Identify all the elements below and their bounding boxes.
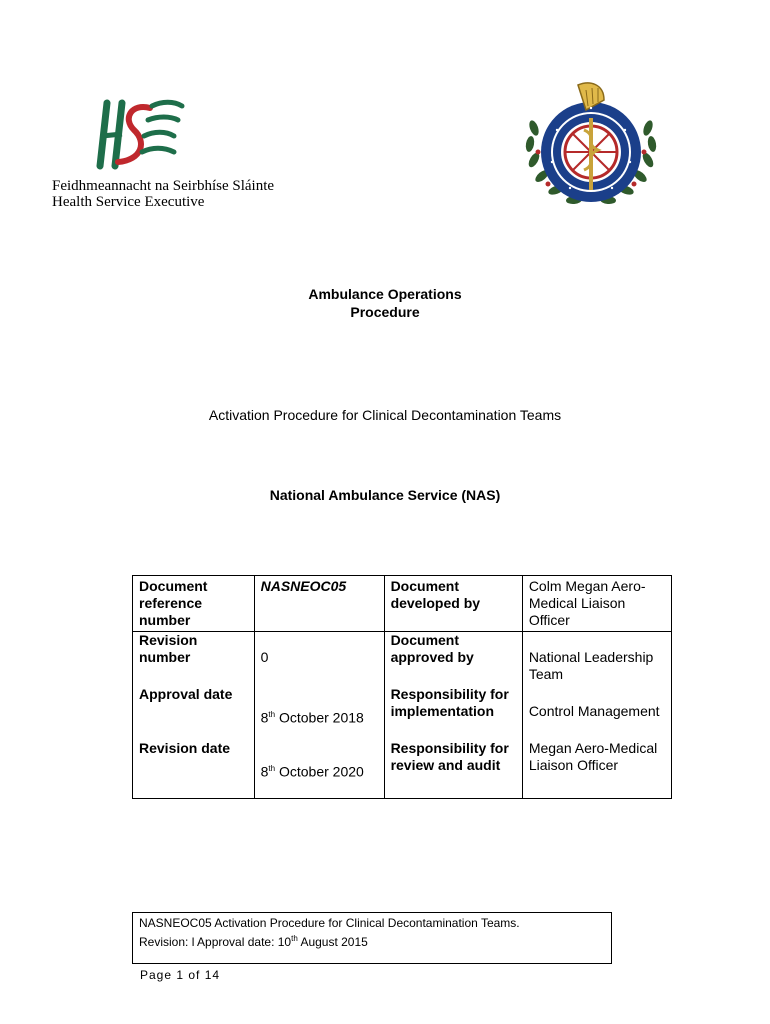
developed-by-label: Document developed by [384,576,522,632]
revision-number-value: 0 [260,649,269,665]
revision-number-cell [254,632,384,687]
revision-date-value [261,740,378,781]
review-audit-label: Responsibility for review and audit [384,740,522,799]
hse-mark-icon [52,98,262,178]
table-row [133,686,672,740]
approval-date-cell [254,686,384,740]
revision-date-sup: th [268,764,276,773]
doc-ref-value: NASNEOC05 [254,576,384,632]
revision-date-rest: October 2020 [275,763,364,780]
approval-date-value [261,686,378,727]
approved-by-value: National Leadership Team [528,649,654,682]
table-row [133,740,672,799]
approved-by-label: Document approved by [384,632,522,687]
approval-date-rest: October 2018 [275,709,364,726]
footer-line2-pre: Revision: l Approval date: 10 [139,935,292,949]
footer-box [132,912,612,964]
hse-irish-name: Feidhmeannacht na Seirbhíse Sláinte [52,178,275,194]
implementation-value: Control Management [528,703,660,719]
document-title-line2: Procedure [350,304,420,320]
nas-seal-logo [520,80,662,218]
approval-date-sup: th [268,710,276,719]
approved-by-cell [522,632,671,687]
page-number: Page 1 of 14 [140,968,221,982]
document-title-line1: Ambulance Operations [308,286,462,302]
revision-date-label: Revision date [133,740,255,799]
hse-logo [52,98,275,213]
doc-ref-label: Document reference number [133,576,255,632]
approval-date-label: Approval date [133,686,255,740]
footer-line2-sup: th [291,934,298,943]
footer-line1: NASNEOC05 Activation Procedure for Clinical Decontamination Teams. [139,916,520,930]
implementation-label: Responsibility for implementation [384,686,522,740]
footer-line2-post: August 2015 [297,935,368,949]
organisation-name: National Ambulance Service (NAS) [269,487,501,503]
implementation-cell [522,686,671,740]
developed-by-value: Colm Megan Aero-Medical Liaison Officer [522,576,671,632]
hse-english-name: Health Service Executive [52,194,205,210]
revision-number-label: Revision number [133,632,255,687]
revision-date-day: 8 [260,763,269,780]
review-audit-value: Megan Aero-Medical Liaison Officer [522,740,671,799]
document-info-table [132,575,672,799]
document-subtitle: Activation Procedure for Clinical Decontamination Teams [208,407,562,423]
footer-line2 [139,931,605,950]
table-row [133,576,672,632]
approval-date-day: 8 [260,709,269,726]
revision-date-cell [254,740,384,799]
table-row [133,632,672,687]
